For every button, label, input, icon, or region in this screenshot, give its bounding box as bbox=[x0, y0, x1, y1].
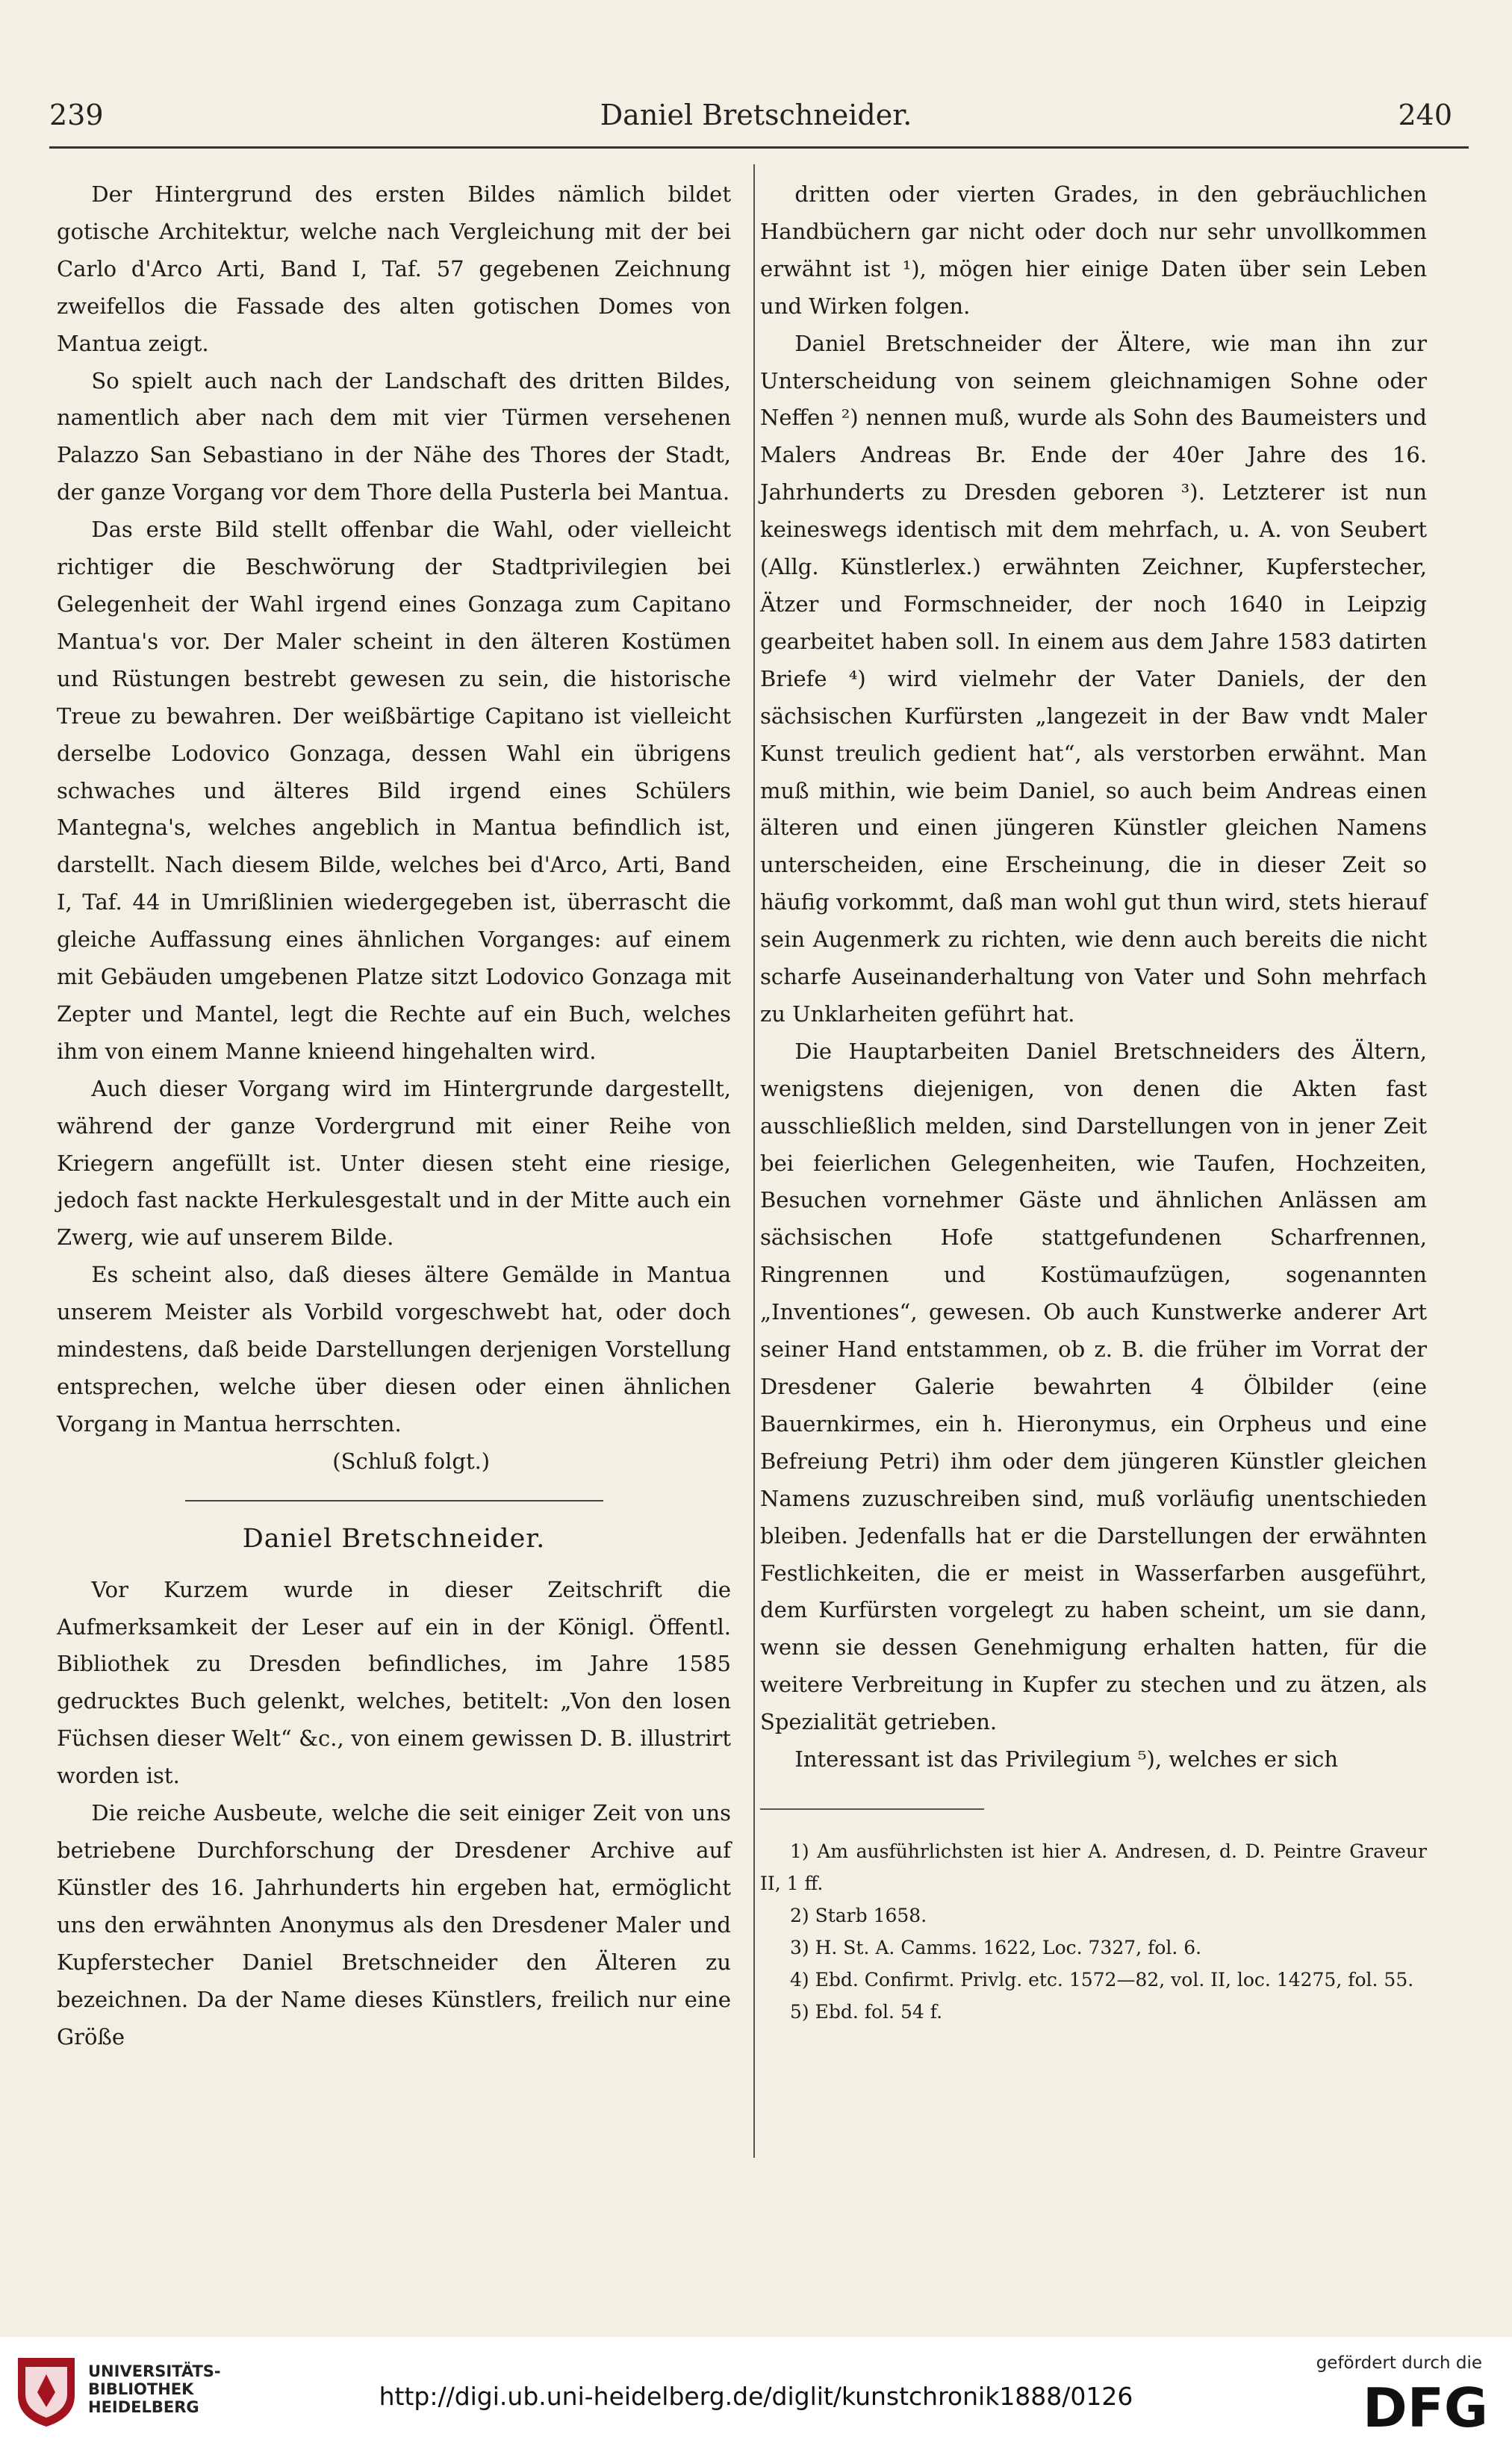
footnote-rule bbox=[760, 1808, 984, 1810]
section-title: Daniel Bretschneider. bbox=[242, 1523, 546, 1554]
paragraph: Die Hauptarbeiten Daniel Bretschneiders des Ältern, wenigstens diejenigen, von denen die Akten fast ausschließlich melden, sind Darstellungen von in jener Zeit bei feierlichen Gelegenheiten, wie Taufen, Hochzeiten, Besuchen vornehmer Gäste und ähnlichen Anlässen am sächsischen Hofe stattgefundenen Scharfrennen, Ringrennen und Kostümaufzügen, sogenannten „Inventiones“, gewesen. Ob auch Kunstwerke anderer Art seiner Hand entstammen, ob z. B. die früher im Vorrat der Dresdener Galerie bewahrten 4 Ölbilder (eine Bauernkirmes, ein h. Hieronymus, ein Orpheus und eine Befreiung Petri) ihm oder dem jüngeren Künstler gleichen Namens zuzuschreiben sind, muß vorläufig unentschieden bleiben. Jedenfalls hat er die Darstellungen der erwähnten Festlichkeiten, die er meist in Wasserfarben ausgeführt, dem Kurfürsten vorgelegt zu haben scheint, um sie dann, wenn sie dessen Genehmigung erhalten hatten, für die weitere Verbreitung in Kupfer zu stechen und zu ätzen, als Spezialität getrieben. bbox=[760, 1038, 1427, 1735]
paragraph: dritten oder vierten Grades, in den gebräuchlichen Handbüchern gar nicht oder doch nur sehr unvollkommen erwähnt ist ¹), mögen hier einige Daten über sein Leben und Wirken folgen. bbox=[760, 181, 1427, 319]
footnote: 1) Am ausführlichsten ist hier A. Andresen, d. D. Peintre Graveur II, 1 ff. bbox=[760, 1840, 1427, 1894]
footnote: 4) Ebd. Confirmt. Privlg. etc. 1572—82, vol. II, loc. 14275, fol. 55. bbox=[790, 1968, 1414, 1991]
paragraph: Das erste Bild stellt offenbar die Wahl, oder vielleicht richtiger die Beschwörung der Stadtprivilegien bei Gelegenheit der Wahl irgend eines Gonzaga zum Capitano Mantua's vor. Der Maler scheint in den älteren Kostümen und Rüstungen bestrebt gewesen zu sein, die historische Treue zu bewahren. Der weißbärtige Capitano ist vielleicht derselbe Lodovico Gonzaga, dessen Wahl ein übrigens schwaches und älteres Bild irgend eines Schülers Mantegna's, welches angeblich in Mantua befindlich ist, darstellt. Nach diesem Bilde, welches bei d'Arco, Arti, Band I, Taf. 44 in Umrißlinien wiedergegeben ist, überrascht die gleiche Auffassung eines ähnlichen Vorganges: auf einem mit Gebäuden umgebenen Platze sitzt Lodovico Gonzaga mit Zepter und Mantel, legt die Rechte auf ein Buch, welches ihm von einem Manne knieend hingehalten wird. bbox=[57, 517, 731, 1064]
left-column bbox=[57, 176, 731, 2056]
paragraph: Interessant ist das Privilegium ⁵), welches er sich bbox=[794, 1746, 1339, 1773]
paragraph: Der Hintergrund des ersten Bildes nämlich bildet gotische Architektur, welche nach Vergleichung mit der bei Carlo d'Arco Arti, Band I, Taf. 57 gegebenen Zeichnung zweifellos die Fassade des alten gotischen Domes von Mantua zeigt. bbox=[57, 181, 731, 356]
library-name-line: UNIVERSITÄTS- bbox=[88, 2362, 221, 2380]
dfg-logo[interactable] bbox=[1358, 2377, 1493, 2434]
paragraph: Vor Kurzem wurde in dieser Zeitschrift die Aufmerksamkeit der Leser auf ein in der Königl. Öffentl. Bibliothek zu Dresden befindliches, im Jahre 1585 gedrucktes Buch gelenkt, welches, betitelt: „Von den losen Füchsen dieser Welt“ &c., von einem gewissen D. B. illustrirt worden ist. bbox=[57, 1576, 731, 1789]
running-title: Daniel Bretschneider. bbox=[600, 99, 912, 131]
footnote: 2) Starb 1658. bbox=[790, 1904, 927, 1926]
footnote: 3) H. St. A. Camms. 1622, Loc. 7327, fol. 6. bbox=[790, 1936, 1202, 1958]
source-url-link[interactable]: http://digi.ub.uni-heidelberg.de/diglit/kunstchronik1888/0126 bbox=[379, 2382, 1133, 2411]
page-number-left: 239 bbox=[49, 99, 104, 131]
funded-by-label: gefördert durch die bbox=[1316, 2353, 1482, 2373]
paragraph: So spielt auch nach der Landschaft des dritten Bildes, namentlich aber nach dem mit vier Türmen versehenen Palazzo San Sebastiano in der Nähe des Thores der Stadt, der ganze Vorgang vor dem Thore della Pusterla bei Mantua. bbox=[57, 367, 731, 505]
column-divider bbox=[753, 164, 755, 2158]
header-rule bbox=[49, 146, 1469, 149]
signoff: (Schluß folgt.) bbox=[332, 1448, 491, 1474]
section-rule bbox=[185, 1500, 603, 1501]
footer-bar bbox=[0, 2337, 1512, 2446]
library-name-line: BIBLIOTHEK bbox=[88, 2380, 194, 2398]
paragraph: Die reiche Ausbeute, welche die seit einiger Zeit von uns betriebene Durchforschung der Dresdener Archive auf Künstler des 16. Jahrhunderts hin ergeben hat, ermöglicht uns den erwähnten Anonymus als den Dresdener Maler und Kupferstecher Daniel Bretschneider den Älteren zu bezeichnen. Da der Name dieses Künstlers, freilich nur eine Größe bbox=[57, 1800, 731, 2050]
dfg-logo-text: DFG bbox=[1362, 2377, 1489, 2434]
right-column bbox=[760, 176, 1427, 2028]
paragraph: Daniel Bretschneider der Ältere, wie man ihn zur Unterscheidung von seinem gleichnamigen Sohne oder Neffen ²) nennen muß, wurde als Sohn des Baumeisters und Malers Andreas Br. Ende der 40er Jahre des 16. Jahrhunderts zu Dresden geboren ³). Letzterer ist nun keineswegs identisch mit dem mehrfach, u. A. von Seubert (Allg. Künstlerlex.) erwähnten Zeichner, Kupferstecher, Ätzer und Formschneider, der noch 1640 in Leipzig gearbeitet haben soll. In einem aus dem Jahre 1583 datirten Briefe ⁴) wird vielmehr der Vater Daniels, der den sächsischen Kurfürsten „langezeit in der Baw vndt Maler Kunst treulich gedient hat“, als verstorben erwähnt. Man muß mithin, wie beim Daniel, so auch beim Andreas einen älteren und einen jüngeren Künstler gleichen Namens unterscheiden, eine Erscheinung, die in dieser Zeit so häufig vorkommt, daß man wohl gut thun wird, stets hierauf sein Augenmerk zu richten, wie denn auch bereits die nicht scharfe Auseinanderhaltung von Vater und Sohn mehrfach zu Unklarheiten geführt hat. bbox=[760, 330, 1427, 1027]
paragraph: Auch dieser Vorgang wird im Hintergrunde dargestellt, während der ganze Vordergrund mit einer Reihe von Kriegern angefüllt ist. Unter diesen steht eine riesige, jedoch fast nackte Herkulesgestalt und in der Mitte auch ein Zwerg, wie auf unserem Bilde. bbox=[57, 1075, 731, 1251]
page-number-right: 240 bbox=[1398, 99, 1452, 131]
footnote: 5) Ebd. fol. 54 f. bbox=[790, 2000, 943, 2023]
paragraph: Es scheint also, daß dieses ältere Gemälde in Mantua unserem Meister als Vorbild vorgeschwebt hat, oder doch mindestens, daß beide Darstellungen derjenigen Vorstellung entsprechen, welche über diesen oder einen ähnlichen Vorgang in Mantua herrschten. bbox=[57, 1262, 731, 1437]
library-name-line: HEIDELBERG bbox=[88, 2398, 199, 2416]
